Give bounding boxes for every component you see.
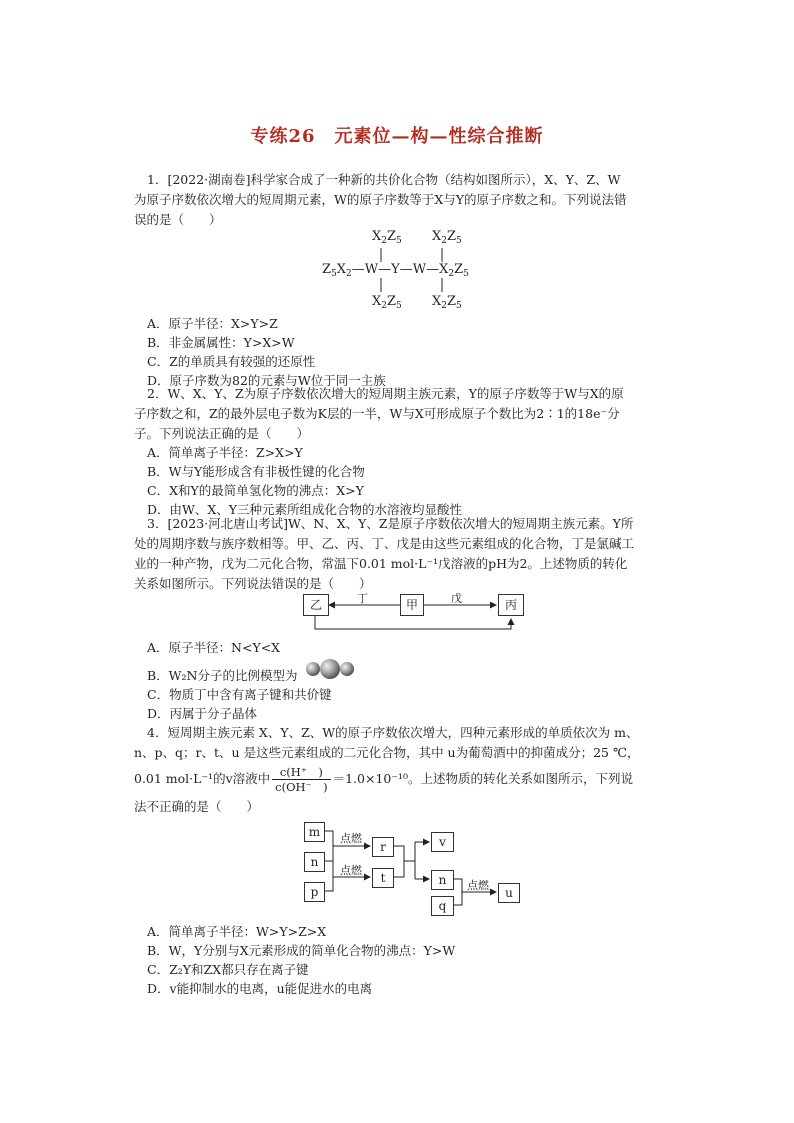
q1-top-left-group: $X_2Z_5$ — [372, 229, 402, 246]
q1-bottom-left-group: $X_2Z_5$ — [372, 294, 402, 311]
q1-top-right-group: $X_2Z_5$ — [432, 229, 462, 246]
q2-option-b: B．W与Y能形成含有非极性键的化合物 — [147, 464, 365, 479]
q4-option-b: B．W，Y分别与X元素形成的简单化合物的沸点：Y>W — [147, 943, 456, 958]
q4-label-ignite-2: 点燃 — [340, 864, 362, 877]
q1-line-3: 误的是（ ） — [134, 212, 222, 227]
q3-option-b: B．W₂N分子的比例模型为 — [147, 668, 298, 683]
q2-option-d: D．由W、X、Y三种元素所组成化合物的水溶液均显酸性 — [147, 502, 463, 517]
q4-node-v: v — [431, 832, 454, 852]
q3-option-d: D．丙属于分子晶体 — [147, 706, 258, 721]
q3-node-bing: 丙 — [498, 594, 524, 616]
q3-line-4: 关系如图所示。下列说法错误的是（ ） — [134, 576, 372, 591]
q2-line-2: 子序数之和，Z的最外层电子数为K层的一半，W与X可形成原子个数比为2∶1的18e⁻分 — [134, 406, 620, 421]
q4-label-ignite-3: 点燃 — [467, 879, 489, 892]
q4-node-t: t — [372, 868, 394, 888]
q4-node-n-2: n — [431, 870, 454, 890]
q1-option-a: A．原子半径：X>Y>Z — [147, 316, 278, 331]
q1-line-2: 为原子序数依次增大的短周期元素，W的原子序数等于X与Y的原子序数之和。下列说法错 — [134, 192, 627, 207]
q3-line-1: 3．[2023·河北唐山考试]W、N、X、Y、Z是原子序数依次增大的短周期主族元素。Y所 — [147, 516, 634, 531]
q4-node-u: u — [498, 883, 520, 903]
q3-line-3: 业的一种产物，戊为二元化合物，常温下0.01 mol·L⁻¹戊溶液的pH为2。上述物质的转化 — [134, 556, 628, 571]
q3-option-c: C．物质丁中含有离子键和共价键 — [147, 687, 332, 702]
q1-option-c: C．Z的单质具有较强的还原性 — [147, 354, 316, 369]
q4-node-q: q — [431, 896, 454, 916]
q2-line-3: 子。下列说法正确的是（ ） — [134, 426, 310, 441]
q4-fraction: $\frac{c(H^+ )}{c(OH^- )}$ — [272, 765, 330, 794]
page-title: 专练26 元素位—构—性综合推断 — [250, 126, 544, 147]
q4-option-a: A．简单离子半径：W>Y>Z>X — [147, 924, 327, 939]
q3-node-jia: 甲 — [400, 594, 424, 616]
q2-option-c: C．X和Y的最简单氢化物的沸点：X>Y — [147, 483, 364, 498]
q4-line-3: 0.01 mol·L⁻¹的v溶液中 $\frac{c(H^+ )}{c(OH^- )}$ ＝1.0×10⁻¹⁰。上述物质的转化关系如图所示，下列说 — [134, 765, 633, 794]
q1-option-d: D．原子序数为82的元素与W位于同一主族 — [147, 373, 386, 388]
q4-line-1: 4．短周期主族元素 X、Y、Z、W的原子序数依次增大，四种元素形成的单质依次为 m、 — [147, 725, 639, 740]
q1-option-b: B．非金属属性：Y>X>W — [147, 335, 295, 350]
q3-label-ding: 丁 — [357, 592, 368, 605]
q4-node-m: m — [304, 822, 325, 842]
q2-line-1: 2．W、X、Y、Z为原子序数依次增大的短周期主族元素，Y的原子序数等于W与X的原 — [147, 386, 624, 401]
q3-node-yi: 乙 — [303, 594, 329, 616]
q1-middle-chain: $Z_5X_2—W—Y—W—X_2Z_5$ — [322, 262, 469, 279]
q3-label-wu: 戊 — [451, 592, 462, 605]
q1-bottom-right-group: $X_2Z_5$ — [432, 294, 462, 311]
q4-node-r: r — [372, 837, 394, 857]
q3-option-a: A．原子半径：N<Y<X — [147, 640, 281, 655]
q1-line-1: 1．[2022·湖南卷]科学家合成了一种新的共价化合物（结构如图所示），X、Y、Z、W — [147, 172, 621, 187]
q4-node-p: p — [304, 882, 325, 902]
q4-option-c: C．Z₂Y和ZX都只存在离子键 — [147, 962, 309, 977]
q4-option-d: D．v能抑制水的电离，u能促进水的电离 — [147, 981, 373, 996]
q4-line-4: 法不正确的是（ ） — [134, 799, 260, 814]
q4-node-n: n — [304, 852, 325, 872]
q4-label-ignite-1: 点燃 — [340, 832, 362, 845]
q4-line-2: n、p、q；r、t、u 是这些元素组成的二元化合物，其中 u为葡萄酒中的抑菌成分；25 ℃， — [134, 745, 640, 760]
q3-line-2: 处的周期序数与族序数相等。甲、乙、丙、丁、戊是由这些元素组成的化合物，丁是氯碱工 — [134, 536, 635, 551]
q2-option-a: A．简单离子半径：Z>X>Y — [147, 445, 303, 460]
